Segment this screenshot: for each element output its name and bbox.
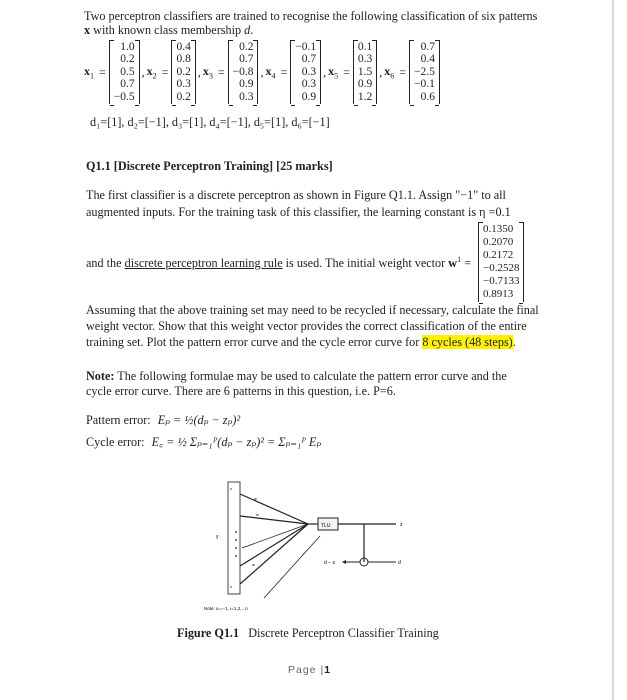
vector-symbol: x [384, 63, 391, 78]
p2-post: is used. The initial weight vector [282, 256, 449, 271]
vector-value: 0.2 [176, 90, 191, 103]
input-label-1: x [230, 486, 232, 491]
vector-symbol: x [146, 63, 153, 78]
weight-value: 0.8913 [483, 288, 514, 300]
vector-value: 0.4 [176, 40, 191, 53]
vector-label-6 [384, 64, 394, 80]
vector-label-2 [147, 64, 157, 80]
vector-value: 1.2 [357, 90, 373, 103]
vector-label-5 [328, 64, 338, 80]
vector-value: −0.8 [232, 65, 254, 78]
vector-value: −0.5 [113, 90, 135, 103]
intro-end: . [250, 23, 254, 37]
caption-text: Discrete Perceptron Classifier Training [248, 626, 439, 640]
page-number: 1 [324, 664, 332, 676]
w-superscript: 1 [457, 255, 462, 264]
paragraph-1-line-2: augmented inputs. For the training task of this classifier, the learning constant is η =0.1 [86, 205, 511, 219]
vector-label-3 [203, 64, 213, 80]
paragraph-2 [86, 252, 471, 271]
vector-value: 0.2 [239, 40, 254, 53]
pattern-error-formula [86, 412, 240, 428]
vector-matrix-4 [290, 40, 321, 105]
comma: , [197, 64, 201, 79]
vector-label-1 [84, 64, 94, 80]
vector-value: 0.3 [301, 78, 317, 91]
initial-weight-vector [478, 219, 524, 302]
vector-value: 0.9 [357, 78, 373, 91]
cycle-error-formula [86, 434, 321, 450]
page-edge [612, 0, 614, 700]
vector-value: −0.1 [295, 40, 317, 53]
vector-value: 0.3 [239, 90, 254, 103]
vector-value: 0.7 [301, 53, 317, 66]
intro-text: Two perceptron classifiers are trained to recognise the following classification of six patterns [84, 9, 538, 23]
note-line-2: cycle error curve. There are 6 patterns in this question, i.e. P=6. [86, 384, 396, 398]
input-box [228, 482, 240, 594]
vector-subscript: 3 [208, 71, 213, 81]
weight-value: 0.1350 [483, 223, 514, 235]
vector-subscript: 2 [152, 71, 157, 81]
equals-sign: = [217, 64, 225, 79]
vector-symbol: x [202, 63, 209, 78]
weight-value: 0.2172 [483, 249, 514, 261]
equals-sign: = [99, 64, 106, 79]
page-label: Page [288, 664, 317, 676]
x-bold: x [84, 23, 91, 37]
section-heading: Q1.1 [Discrete Perceptron Training] [25 marks] [86, 159, 333, 173]
vector-value: 0.1 [357, 40, 373, 53]
vector-matrix-3 [228, 40, 259, 105]
paragraph-3-line-1: Assuming that the above training set may need to be recycled if necessary, calculate the final [86, 303, 539, 317]
equals-sign: = [280, 64, 288, 79]
input-line-4 [240, 524, 308, 584]
vector-symbol: x [328, 63, 335, 78]
p3-pre: training set. Plot the pattern error curve and the cycle error curve for [86, 335, 423, 349]
weight-value: 0.2070 [483, 236, 514, 248]
pattern-error-label: Pattern error: [86, 413, 151, 427]
vector-value: 0.9 [301, 90, 317, 103]
comma: , [323, 64, 327, 79]
weight-value: −0.2528 [483, 262, 520, 274]
learning-rule-link[interactable]: discrete perceptron learning rule [124, 256, 283, 271]
vector-value: 1.5 [357, 65, 373, 78]
ellipsis-dot [235, 539, 237, 541]
ellipsis-dot [235, 547, 237, 549]
ellipsis-dot [235, 531, 237, 533]
page-sep: | [320, 664, 325, 676]
paragraph-3-line-3 [86, 334, 516, 350]
vector-value: 0.8 [176, 53, 191, 66]
error-arrow [342, 560, 346, 564]
p3-post: . [512, 335, 516, 349]
intro-rest: with known class membership [90, 23, 245, 37]
figure-caption [177, 625, 439, 641]
vector-value: 1.0 [120, 40, 135, 53]
weight-label-2: w [256, 512, 259, 517]
z-label: z [400, 522, 403, 528]
weight-label-3: w [252, 562, 255, 567]
intro-line-2 [84, 22, 253, 38]
class-labels: d₁=[1], d₂=[−1], d₃=[1], d₄=[−1], d₅=[1], d₆=[−1] [90, 115, 330, 129]
vector-value: −0.1 [414, 78, 435, 91]
cycle-error-label: Cycle error: [86, 435, 145, 449]
vector-value: 0.7 [239, 53, 254, 66]
vector-value: 0.4 [420, 53, 435, 66]
comma: , [141, 64, 145, 79]
figure-note: Note: xₙ=−1, i=1,2,...n [204, 606, 248, 611]
error-label: d − z [324, 560, 335, 566]
vector-matrix-6 [409, 40, 440, 105]
ellipsis-dot [235, 555, 237, 557]
vector-value: 0.3 [301, 65, 317, 78]
vector-matrix-1 [109, 40, 140, 105]
y-label: y [216, 534, 219, 540]
input-label-n: x [230, 584, 232, 589]
equals-sign: = [343, 64, 350, 79]
paragraph-1-line-1: The first classifier is a discrete perceptron as shown in Figure Q1.1. Assign "−1" to all [86, 188, 506, 202]
weight-label-1: w [254, 496, 257, 501]
vector-value: 0.3 [176, 78, 191, 91]
highlighted-cycles: 8 cycles (48 steps) [422, 335, 513, 349]
tlu-label: TLU [321, 523, 331, 529]
vector-symbol: x [265, 63, 272, 78]
caption-label: Figure Q1.1 [177, 626, 240, 640]
note-label: Note: [86, 369, 115, 383]
p2-pre: and the [86, 256, 125, 271]
d-italic: d [244, 23, 251, 37]
w-bold: w [448, 256, 458, 271]
vector-value: 0.9 [239, 78, 254, 91]
vector-value: 0.3 [357, 53, 373, 66]
vector-value: 0.6 [420, 90, 435, 103]
vector-matrix-2 [171, 40, 195, 105]
note-text: The following formulae may be used to calculate the pattern error curve and the [114, 369, 507, 383]
vector-value: 0.2 [120, 53, 135, 66]
vector-value: −2.5 [414, 65, 435, 78]
paragraph-3-line-2: weight vector. Show that this weight vector provides the correct classification of the entire [86, 319, 527, 333]
pattern-vectors [84, 38, 440, 106]
vector-subscript: 4 [271, 71, 276, 81]
d-label: d [398, 560, 401, 566]
cycle-error-expression: E꜀ = ½ Σₚ₌₁ᴾ(dₚ − zₚ)² = Σₚ₌₁ᴾ Eₚ [151, 435, 322, 449]
pattern-error-expression: Eₚ = ½(dₚ − zₚ)² [157, 413, 241, 427]
vector-value: 0.2 [176, 65, 191, 78]
weight-value: −0.7133 [483, 275, 520, 287]
vector-symbol: x [84, 63, 90, 78]
comma: , [379, 64, 383, 79]
vector-value: 0.7 [420, 40, 435, 53]
p2-eq: = [461, 256, 471, 271]
note-line-1 [86, 368, 507, 384]
vector-subscript: 1 [90, 71, 94, 81]
vector-value: 0.5 [120, 65, 135, 78]
perceptron-figure [200, 478, 430, 618]
equals-sign: = [399, 64, 407, 79]
equals-sign: = [161, 64, 169, 79]
vector-matrix-5 [353, 40, 377, 105]
vector-label-4 [265, 64, 275, 80]
weight-matrix [478, 222, 524, 302]
comma: , [260, 64, 264, 79]
vector-value: 0.7 [120, 78, 135, 91]
vector-subscript: 6 [390, 71, 395, 81]
vector-subscript: 5 [334, 71, 339, 81]
page-footer [288, 664, 331, 676]
